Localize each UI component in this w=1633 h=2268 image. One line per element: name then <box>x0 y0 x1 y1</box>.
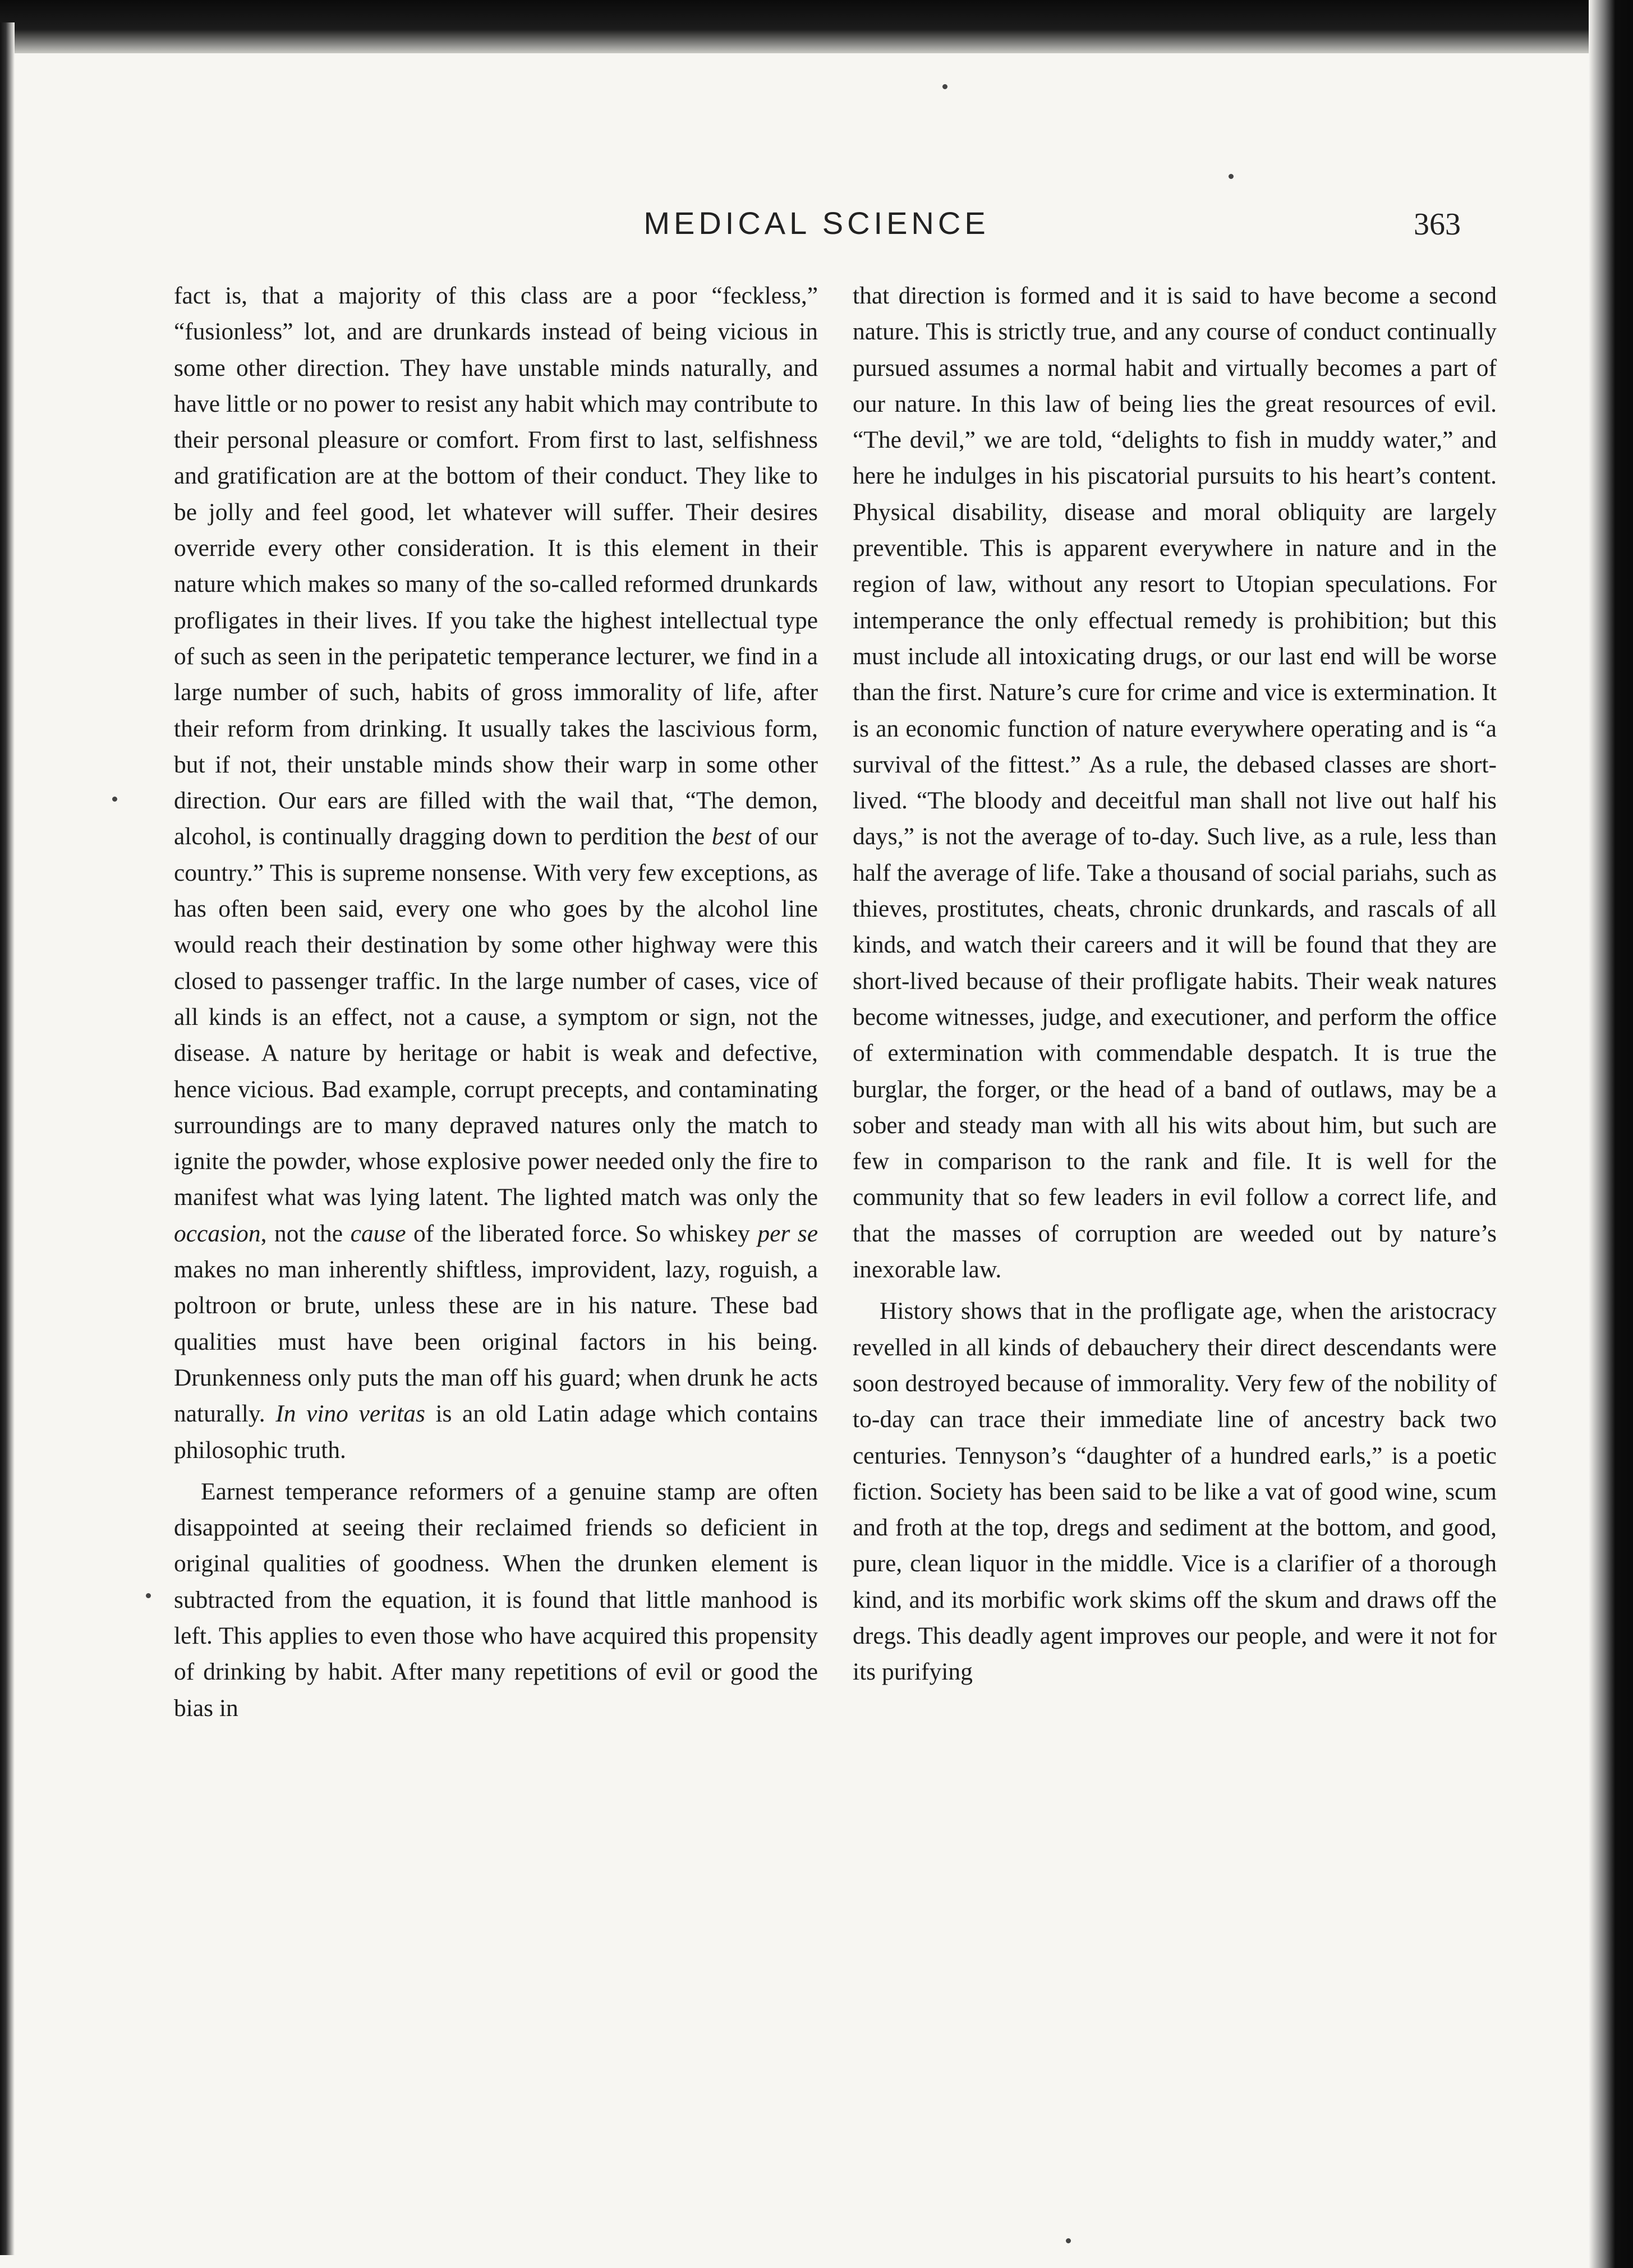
text-run: is an old Latin adage which contains philosophic truth. <box>174 1400 818 1464</box>
scan-top-border <box>0 0 1633 53</box>
scan-speckle <box>942 84 947 89</box>
text-run: fact is, that a majority of this class are a poor “feckless,” “fusionless” lot, and are drunkards instead of being vicious in some other direction. They have unstable minds naturally, and have little or no power to resist any habit which may contribute to their personal pleasure or comfort. From first to last, selfishness and gratification are at the bottom of their conduct. They like to be jolly and feel good, let whatever will suffer. Their desires override every other consideration. It is this element in their nature which makes so many of the so-called reformed drunkards profligates in their lives. If you take the highest intellectual type of such as seen in the peripatetic temperance lecturer, we find in a large number of such, habits of gross immorality of life, after their reform from drinking. It usually takes the lascivious form, but if not, their unstable minds show their warp in some other direction. Our ears are filled with the wail that, “The demon, alcohol, is continually dragging down to perdition the <box>174 282 818 850</box>
italic-text: per se <box>757 1220 818 1247</box>
italic-text: best <box>711 823 751 850</box>
running-header: MEDICAL SCIENCE <box>643 205 990 241</box>
scan-speckle <box>146 1593 151 1598</box>
scan-right-border <box>1589 0 1633 2268</box>
italic-text: cause <box>350 1220 406 1247</box>
text-run: makes no man inherently shiftless, improvident, lazy, roguish, a poltroon or brute, unless these are in his nature. These bad qualities must have been original factors in his being. Drunkenness only puts the man off his guard; when drunk he acts naturally. <box>174 1256 818 1428</box>
paragraph: History shows that in the profligate age, when the aristocracy revelled in all kinds of debauchery their direct descendants were soon destroyed because of immorality. Very few of the nobility of to-day can trace their immediate line of ancestry back two centuries. Tennyson’s “daughter of a hundred earls,” is a poetic fiction. Society has been said to be like a vat of good wine, scum and froth at the top, dregs and sediment at the bottom, and good, pure, clean liquor in the middle. Vice is a clarifier of a thorough kind, and its morbific work skims off the skum and draws off the dregs. This deadly agent improves our people, and were it not for its purifying <box>853 1298 1497 1686</box>
text-run: , not the <box>260 1220 351 1247</box>
scan-left-border <box>0 22 15 2255</box>
left-text-column <box>174 278 818 1726</box>
scan-speckle <box>112 797 117 802</box>
italic-text: In vino veritas <box>275 1400 425 1428</box>
text-run: of our country.” This is supreme nonsense. With very few exceptions, as has often been said, every one who goes by the alcohol line would reach their destination by some other highway were this closed to passenger traffic. In the large number of cases, vice of all kinds is an effect, not a cause, a symptom or sign, not the disease. A nature by heritage or habit is weak and defective, hence vicious. Bad example, corrupt precepts, and contaminating surroundings are to many depraved natures only the match to ignite the powder, whose explosive power needed only the fire to manifest what was lying latent. The lighted match was only the <box>174 823 818 1211</box>
text-run: of the liberated force. So whiskey <box>406 1220 758 1247</box>
paragraph: Earnest temperance reformers of a genuine stamp are often disappointed at seeing their reclaimed friends so deficient in original qualities of goodness. When the drunken element is subtracted from the equation, it is found that little manhood is left. This applies to even those who have acquired this propensity of drinking by habit. After many repetitions of evil or good the bias in <box>174 1478 818 1722</box>
scan-speckle <box>1229 174 1234 179</box>
paragraph: that direction is formed and it is said to have become a second nature. This is strictly true, and any course of conduct continually pursued assumes a normal habit and virtually becomes a part of our nature. In this law of being lies the great resources of evil. “The devil,” we are told, “delights to fish in muddy water,” and here he indulges in his piscatorial pursuits to his heart’s content. Physical disability, disease and moral obliquity are largely preventible. This is apparent everywhere in nature and in the region of law, without any resort to Utopian speculations. For intemperance the only effectual remedy is prohibition; but this must include all intoxicating drugs, or our last end will be worse than the first. Nature’s cure for crime and vice is extermination. It is an economic function of nature everywhere operating and is “a survival of the fittest.” As a rule, the debased classes are short-lived. “The bloody and deceitful man shall not live out half his days,” is not the average of to-day. Such live, as a rule, less than half the average of life. Take a thousand of social pariahs, such as thieves, prostitutes, cheats, chronic drunkards, and rascals of all kinds, and watch their careers and it will be found that they are short-lived because of their profligate habits. Their weak natures become witnesses, judge, and executioner, and perform the office of extermination with commendable despatch. It is true the burglar, the forger, or the head of a band of outlaws, may be a sober and steady man with all his wits about him, but such are few in comparison to the rank and file. It is well for the community that so few leaders in evil follow a correct life, and that the masses of corruption are weeded out by nature’s inexorable law. <box>853 282 1497 1283</box>
scan-speckle <box>1066 2238 1071 2243</box>
italic-text: occasion <box>174 1220 261 1247</box>
page-number: 363 <box>1414 207 1461 242</box>
right-text-column <box>853 278 1497 1690</box>
paragraph <box>174 278 818 1468</box>
